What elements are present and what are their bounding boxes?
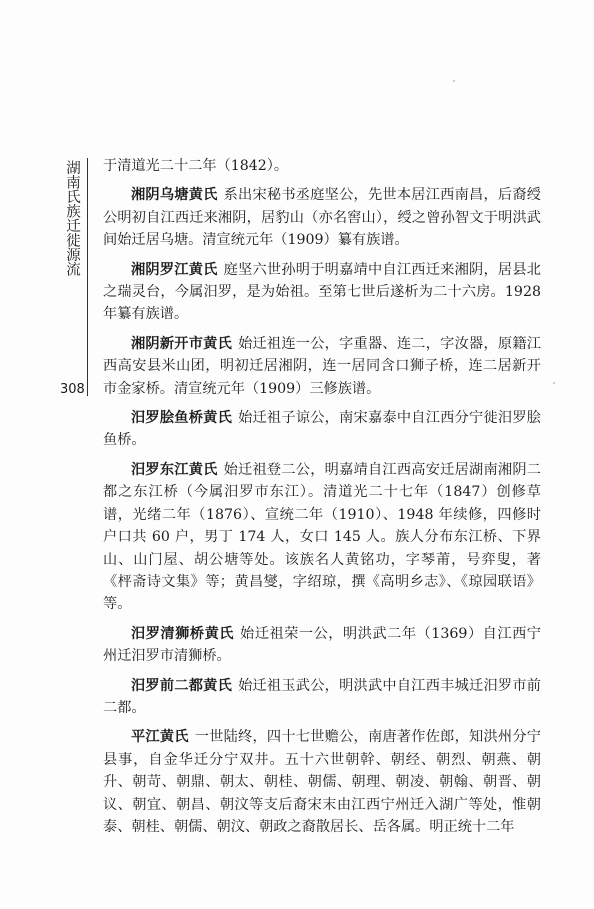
clan-heading: 汨罗脍鱼桥黄氏 (131, 410, 233, 427)
paragraph (103, 459, 541, 616)
clan-heading: 湘阴乌塘黄氏 (131, 187, 218, 204)
running-title: 湖南氏族迁徙源流 (64, 160, 80, 276)
paragraph (103, 623, 541, 668)
paragraph-text: 始迁祖登二公，明嘉靖自江西高安迁居湖南湘阴二都之东江桥（今属汨罗市东江）。清道光二十七年（1847）创修草谱，光绪二年（1876）、宣统二年（1910）、1948 年续修，四修时户口共 60 户，男丁 174 人，女口 145 人。族人分布东江桥、下界山、山门屋、胡公塘等处。该族名人黄铭功，字琴莆，号弈叟，著《枰斋诗文集》等；黄昌燮，字绍琼，撰《高明乡志》、《琼园联语》等。 (103, 461, 541, 613)
paragraph-text: 于清道光二十二年（1842）。 (103, 158, 289, 174)
scan-speck (453, 80, 455, 82)
paragraph-text: 始迁祖连一公，字重器、连二，字汝器，原籍江西高安县米山团，明初迁居湘阴，连一居同含口狮子桥，连二居新开市金家桥。清宣统元年（1909）三修族谱。 (103, 335, 541, 397)
clan-heading: 汨罗前二都黄氏 (131, 677, 233, 694)
clan-heading: 湘阴新开市黄氏 (131, 335, 233, 352)
paragraph (103, 675, 541, 720)
paragraph-text: 庭坚六世孙明于明嘉靖中自江西迁来湘阴，居县北之瑞灵台，今属汨罗，是为始祖。至第七世后遂析为二十六房。1928 年纂有族谱。 (103, 261, 541, 323)
paragraph (103, 155, 541, 177)
page-number: 308 (60, 382, 85, 397)
paragraph-text: 系出宋秘书丞庭坚公，先世本居江西南昌，后裔绶公明初自江西迁来湘阴，居豹山（亦名窖山），绶之曾孙智文于明洪武间始迁居乌塘。清宣统元年（1909）纂有族谱。 (103, 187, 541, 249)
paragraph-text: 始迁祖子谅公，南宋嘉泰中自江西分宁徙汨罗脍鱼桥。 (103, 410, 541, 449)
clan-heading: 汨罗清狮桥黄氏 (131, 625, 235, 642)
paragraph (103, 726, 541, 838)
clan-heading: 汨罗东江黄氏 (131, 461, 218, 478)
clan-heading: 平江黄氏 (131, 729, 189, 746)
paragraph (103, 407, 541, 452)
paragraph-text: 始迁祖荣一公，明洪武二年（1369）自江西宁州迁汨罗市清狮桥。 (103, 625, 541, 665)
paragraph-text: 一世陆终，四十七世赡公，南唐著作佐郎，知洪州分宁县事，自金华迁分宁双井。五十六世朝幹、朝经、朝烈、朝燕、朝升、朝苛、朝鼎、朝太、朝桂、朝儒、朝理、朝凌、朝翰、朝晋、朝议、朝宜、朝昌、朝汶等支后裔宋末由江西宁州迁入湖广等处，惟朝泰、朝桂、朝儒、朝汶、朝政之裔散居长、岳各属。明正统十二年 (103, 729, 541, 835)
paragraph (103, 259, 541, 326)
clan-heading: 湘阴罗江黄氏 (131, 261, 218, 278)
paragraph (103, 184, 541, 251)
paragraph (103, 333, 541, 400)
paragraph-text: 始迁祖玉武公，明洪武中自江西丰城迁汨罗市前二都。 (103, 677, 541, 716)
scan-speck (553, 382, 555, 384)
margin-rule (87, 158, 88, 396)
body-text (103, 155, 541, 845)
